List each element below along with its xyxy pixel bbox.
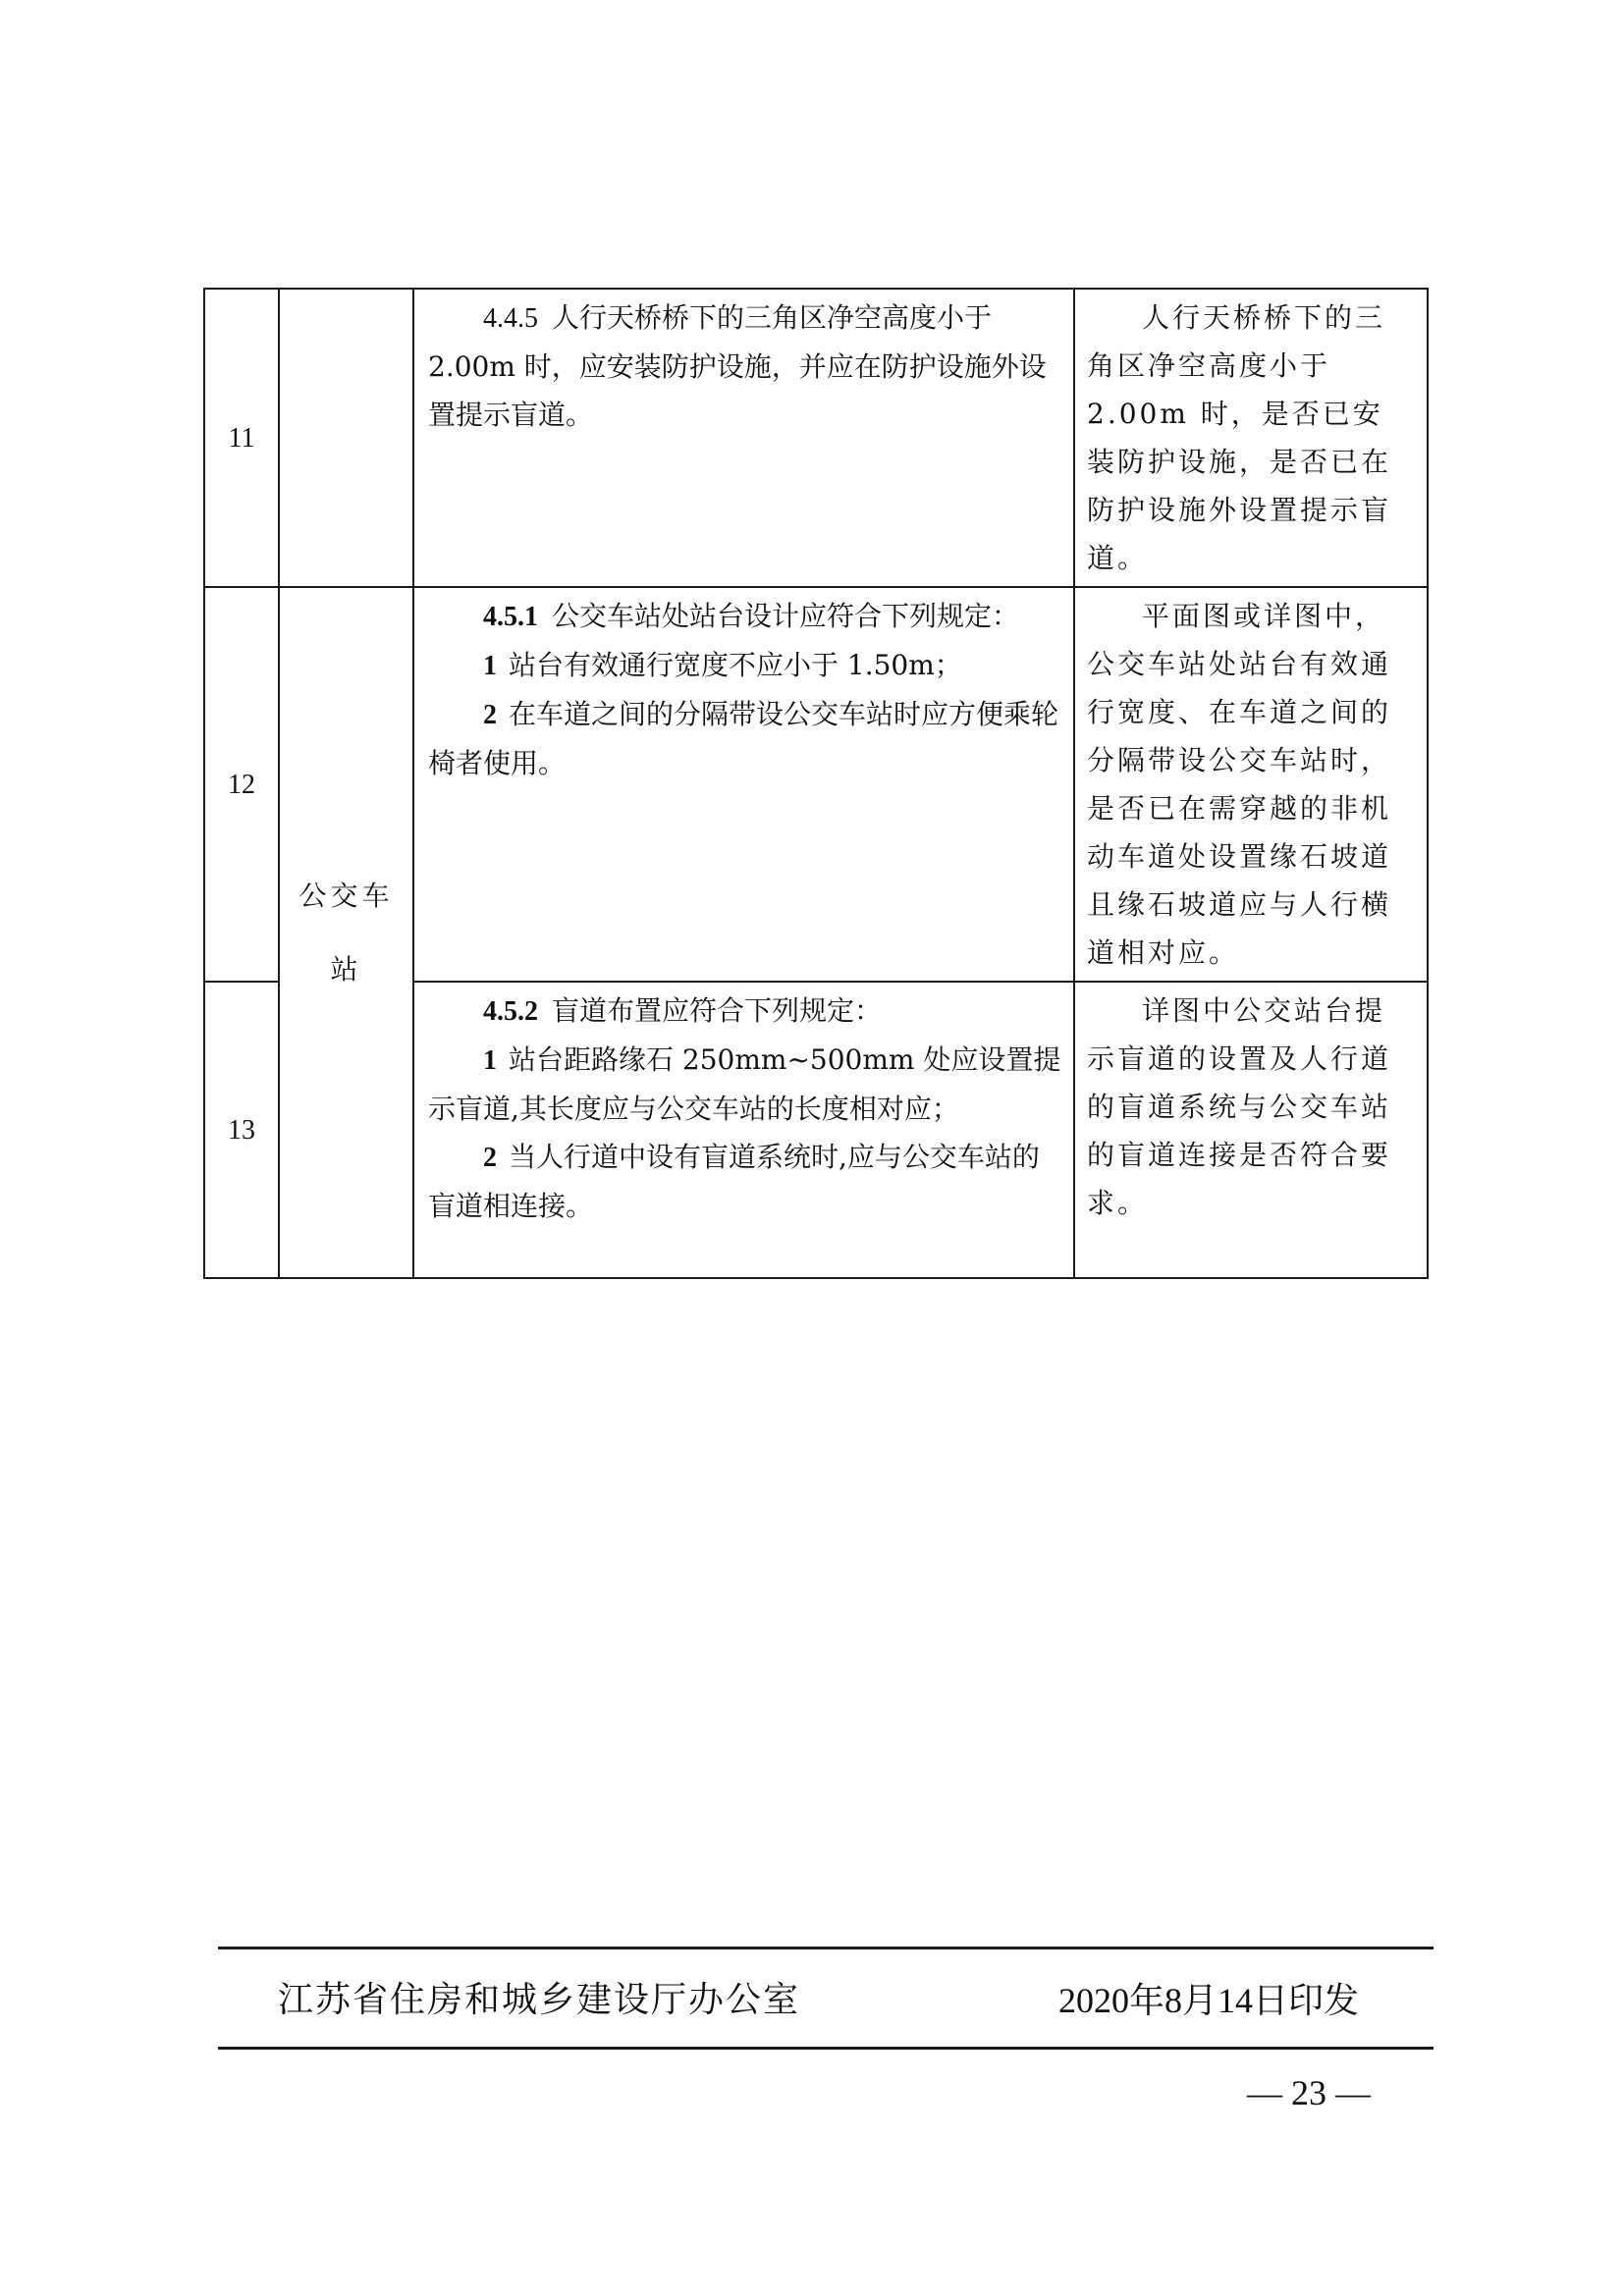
item-text: 站台有效通行宽度不应小于 1.50m； — [509, 649, 962, 681]
spec-cell — [413, 982, 1074, 1278]
clause-number: 4.5.1 — [483, 602, 538, 632]
item-number: 2 — [483, 1143, 497, 1173]
footer-issue-date: 2020年8月14日印发 — [1058, 1981, 1360, 2020]
item-number: 2 — [483, 700, 497, 730]
spec-text: 人行天桥桥下的三角区净空高度小于2.00m 时，应安装防护设施，并应在防护设施外设置提示盲道。 — [428, 301, 1047, 431]
spec-item — [428, 1133, 1061, 1230]
review-table — [203, 288, 1429, 1279]
item-text: 站台距路缘石 250mm~500mm 处应设置提示盲道,其长度应与公交车站的长度相对应； — [428, 1043, 1061, 1125]
row-number: 12 — [204, 587, 279, 982]
clause-number: 4.4.5 — [483, 303, 538, 334]
footer-divider-bottom — [218, 2047, 1434, 2050]
spec-paragraph — [428, 294, 1061, 439]
table-row — [204, 587, 1428, 982]
check-text: 详图中公交站台提示盲道的设置及人行道的盲道系统与公交车站的盲道连接是否符合要求。 — [1087, 994, 1392, 1219]
spec-cell — [413, 289, 1074, 587]
check-cell — [1074, 982, 1428, 1278]
check-cell — [1074, 587, 1428, 982]
category-cell — [279, 587, 413, 1278]
item-text: 在车道之间的分隔带设公交车站时应方便乘轮椅者使用。 — [428, 698, 1059, 779]
clause-number: 4.5.2 — [483, 996, 538, 1027]
category-label: 公交车站 — [298, 880, 394, 986]
spec-paragraph — [428, 592, 1061, 641]
row-number: 13 — [204, 982, 279, 1278]
footer-issuer: 江苏省住房和城乡建设厅办公室 — [278, 1980, 801, 2020]
item-number: 1 — [483, 651, 497, 681]
category-cell-empty — [279, 289, 413, 587]
table-row — [204, 289, 1428, 587]
footer-divider-top — [218, 1947, 1434, 1949]
item-text: 当人行道中设有盲道系统时,应与公交车站的盲道相连接。 — [428, 1141, 1040, 1222]
row-number: 11 — [204, 289, 279, 587]
spec-text: 公交车站处站台设计应符合下列规定： — [552, 600, 1020, 632]
spec-cell — [413, 587, 1074, 982]
item-number: 1 — [483, 1045, 497, 1076]
check-cell — [1074, 289, 1428, 587]
spec-item — [428, 641, 1061, 690]
spec-paragraph — [428, 987, 1061, 1036]
check-text: 平面图或详图中，公交车站处站台有效通行宽度、在车道之间的分隔带设公交车站时，是否已在需穿越的非机动车道处设置缘石坡道且缘石坡道应与人行横道相对应。 — [1087, 600, 1392, 969]
spec-text: 盲道布置应符合下列规定： — [552, 994, 883, 1027]
check-text: 人行天桥桥下的三角区净空高度小于2.00m 时，是否已安装防护设施，是否已在防护设施外设置提示盲道。 — [1087, 301, 1392, 574]
spec-item — [428, 690, 1061, 787]
page-number: — 23 — — [1247, 2073, 1371, 2112]
spec-item — [428, 1036, 1061, 1133]
